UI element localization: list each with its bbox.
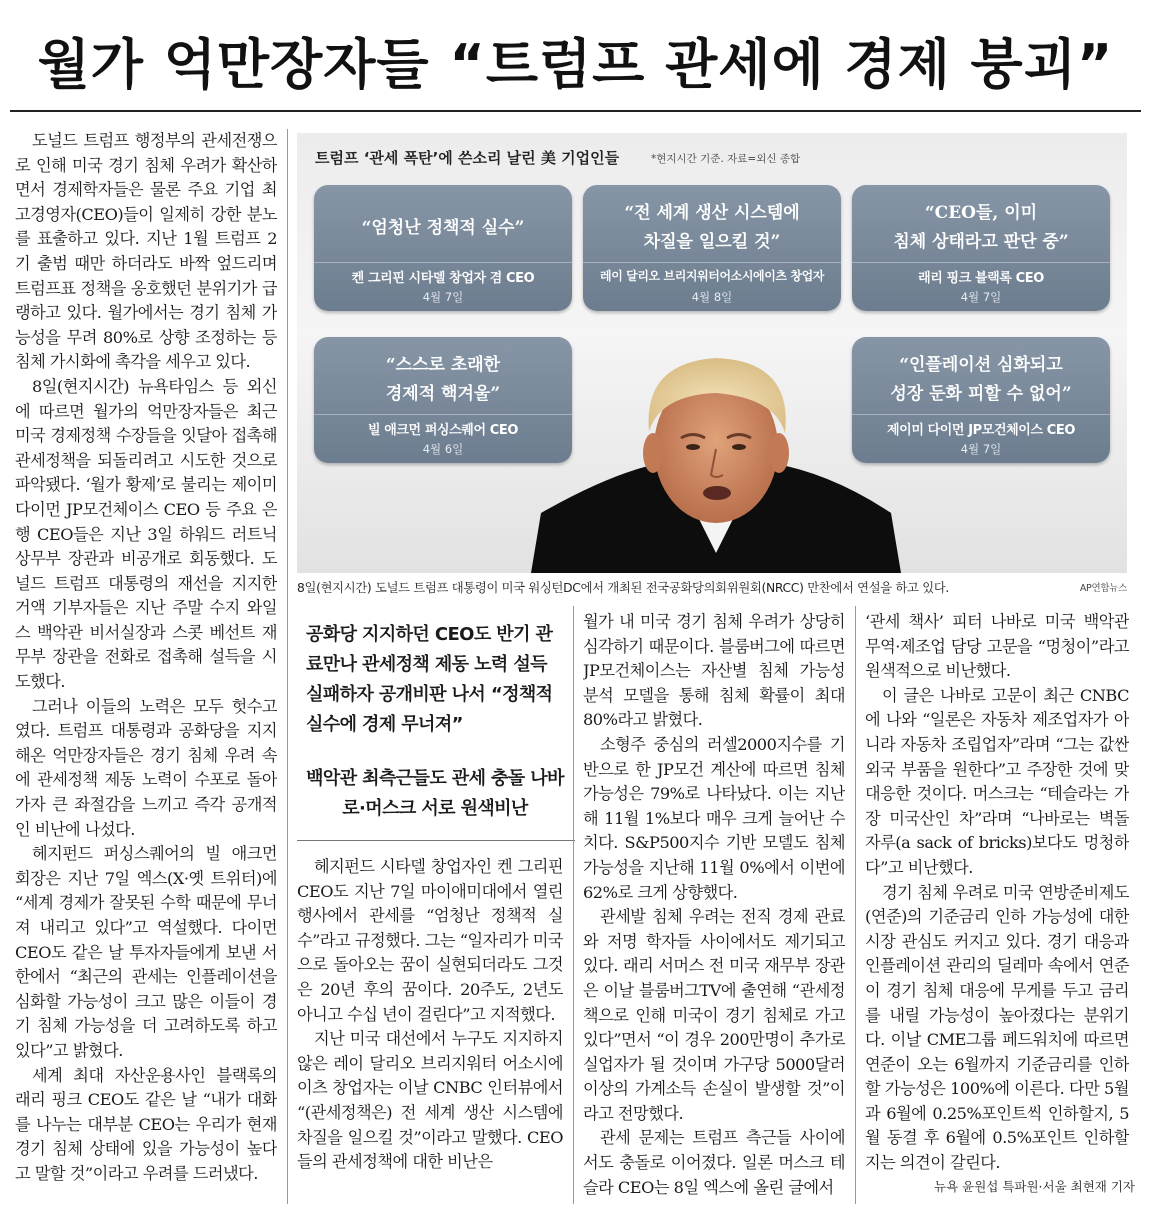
paragraph: 경기 침체 우려로 미국 연방준비제도(연준)의 기준금리 인하 가능성에 대한 시장 관심도 커지고 있다. 경기 대응과 인플레이션 관리의 딜레마 속에서 연준이 경기 침체 대응에 무게를 두고 금리를 내릴 가능성이 높아졌다는 분위기다. 이날 CME그룹 페드워치에 따르면 연준이 오는 6월까지 기준금리를 인하할 가능성은 100%에 이른다. 다만 5월과 6월에 0.25%포인트씩 인하할지, 5월 동결 후 6월에 0.5%포인트 인하할지는 의견이 갈린다. [865,882,1129,1172]
quote-text: “엄청난 정책적 실수” [361,217,525,238]
quote-text: “인플레이션 심화되고 성장 둔화 피할 수 없어” [890,355,1072,404]
quote-text: “스스로 초래한 경제적 핵겨울” [385,355,501,404]
quote-card-fink [852,185,1110,311]
paragraph: 지난 미국 대선에서 누구도 지지하지 않은 레이 달리오 브리지워터 어소시에이츠 창업자는 이날 CNBC 인터뷰에서 “(관세정책은) 전 세계 생산 시스템에 차질을 일으킬 것”이라고 말했다. CEO들의 관세정책에 대한 비난은 [297,1029,563,1172]
quote-card-dalio [583,185,841,311]
quote-date: 4월 8일 [691,290,733,304]
infographic-title: 트럼프 ‘관세 폭탄’에 쓴소리 날린 美 기업인들 [315,149,620,167]
quote-text: “전 세계 생산 시스템에 차질을 일으킬 것” [624,203,800,252]
card-divider [583,262,841,263]
paragraph: 월가 내 미국 경기 침체 우려가 상당히 심각하기 때문이다. 블룸버그에 따르면 JP모건체이스는 자산별 침체 가능성 분석 모델을 통해 침체 확률이 최대 80%라고 밝혔다. [583,612,845,730]
body-column-3 [583,610,845,1204]
quote-card-griffin [314,185,572,311]
body-column-2 [297,855,563,1204]
headline-rule [10,110,1141,112]
deck-rule [297,840,575,841]
body-column-1 [15,129,277,1204]
paragraph: 8일(현지시간) 뉴욕타임스 등 외신에 따르면 월가의 억만장자들은 최근 미국 경제정책 수장들을 잇달아 접촉해 관세정책을 되돌리려고 시도한 것으로 파악됐다. ‘월가 황제’로 불리는 제이미 다이먼 JP모건체이스 CEO 등 주요 은행 CEO들은 지난 3일 하워드 러트닉 상무부 장관과 비공개로 회동했다. 도널드 트럼프 대통령의 재선을 지지한 거액 기부자들은 지난 주말 수지 와일스 백악관 비서실장과 스콧 베선트 재무부 장관을 전화로 접촉해 설득을 시도했다. [15,376,277,692]
quote-speaker: 래리 핑크 블랙록 CEO [918,271,1044,286]
quote-speaker: 레이 달리오 브리지워터어소시에이츠 창업자 [600,269,824,283]
paragraph: 소형주 중심의 러셀2000지수를 기반으로 한 JP모건 계산에 따르면 침체 가능성은 79%로 나타났다. 이는 지난해 11월 1%보다 매우 크게 늘어난 수치다. S&P500지수 기반 모델도 침체 가능성을 지난해 11월 0%에서 이번에 62%로 크게 상향했다. [583,734,845,902]
byline: 뉴욕 윤원섭 특파원·서울 최현재 기자 [934,1179,1135,1194]
column-divider [287,129,288,1204]
card-divider [852,262,1110,263]
speaker-photo [531,343,901,573]
paragraph: 관세 문제는 트럼프 측근들 사이에서도 충돌로 이어졌다. 일론 머스크 테슬라 CEO는 8일 엑스에 올린 글에서 [583,1128,845,1197]
paragraph: 도널드 트럼프 행정부의 관세전쟁으로 인해 미국 경기 침체 우려가 확산하면서 경제학자들은 물론 주요 기업 최고경영자(CEO)들이 일제히 강한 분노를 표출하고 있다. 지난 1월 트럼프 2기 출범 때만 하더라도 바짝 엎드리며 트럼프표 정책을 옹호했던 분위기가 급랭하고 있다. 월가에서는 경기 침체 가능성을 무려 80%로 상향 조정하는 등 침체 가시화에 촉각을 세우고 있다. [15,131,277,372]
column-divider [855,606,856,1204]
caption-text: 8일(현지시간) 도널드 트럼프 대통령이 미국 워싱턴DC에서 개최된 전국공화당의회위원회(NRCC) 만찬에서 연설을 하고 있다. [297,581,950,595]
deck-main: 공화당 지지하던 CEO도 반기 관료만나 관세정책 제동 노력 설득 실패하자 공개비판 나서 “정책적 실수에 경제 무너져” [306,624,553,735]
quote-date: 4월 7일 [960,290,1002,304]
column-divider [573,606,574,1204]
deck [306,620,564,824]
headline: 월가 억만장자들 “트럼프 관세에 경제 붕괴” [37,33,1114,96]
infographic-source-note: *현지시간 기준. 자료=외신 종합 [651,153,801,165]
paragraph: ‘관세 책사’ 피터 나바로 미국 백악관 무역·제조업 담당 고문을 “멍청이”라고 원색적으로 비난했다. [865,612,1129,681]
card-divider [314,262,572,263]
paragraph: 그러나 이들의 노력은 모두 헛수고였다. 트럼프 대통령과 공화당을 지지해온 억만장자들은 경기 침체 우려 속에 관세정책 제동 노력이 수포로 돌아가자 큰 좌절감을 느끼고 즉각 공개적인 비난에 나섰다. [15,696,277,839]
infographic [297,133,1127,573]
paragraph: 세계 최대 자산운용사인 블랙록의 래리 핑크 CEO도 같은 날 “내가 대화를 나누는 대부분 CEO는 우리가 현재 경기 침체 상태에 있을 가능성이 높다고 말할 것”이라고 우려를 드러냈다. [15,1065,277,1183]
paragraph: 이 글은 나바로 고문이 최근 CNBC에 나와 “일론은 자동차 제조업자가 아니라 자동차 조립업자”라며 “그는 값싼 외국 부품을 원한다”고 주장한 것에 맞대응한 것이다. 머스크는 “테슬라는 가장 미국산인 차”라며 “나바로는 벽돌 자루(a sack of bricks)보다도 멍청하다”고 비난했다. [865,685,1129,877]
quote-speaker: 제이미 다이먼 JP모건체이스 CEO [887,423,1075,438]
deck-sub: 백악관 최측근들도 관세 충돌 나바로·머스크 서로 원색비난 [306,768,564,819]
photo-credit: AP연합뉴스 [1079,583,1127,594]
quote-date: 4월 7일 [422,290,464,304]
paragraph: 관세발 침체 우려는 전직 경제 관료와 저명 학자들 사이에서도 제기되고 있다. 래리 서머스 전 미국 재무부 장관은 이날 블룸버그TV에 출연해 “관세정책으로 인해 미국이 경기 침체로 가고 있다”면서 “이 경우 200만명이 추가로 실업자가 될 것이며 가구당 5000달러 이상의 가계소득 손실이 발생할 것”이라고 전망했다. [583,907,845,1123]
quote-date: 4월 7일 [960,442,1002,456]
paragraph: 헤지펀드 퍼싱스퀘어의 빌 애크먼 회장은 지난 7일 엑스(X·옛 트위터)에 “세계 경제가 잘못된 수학 때문에 무너져 내리고 있다”고 역설했다. 다이먼 CEO도 같은 날 투자자들에게 보낸 서한에서 “최근의 관세는 인플레이션을 심화할 가능성이 크고 많은 이들이 경기 침체 가능성을 더 고려하도록 하고 있다”고 밝혔다. [15,844,277,1060]
photo-caption [297,578,1127,596]
paragraph: 헤지펀드 시타델 창업자인 켄 그리핀 CEO도 지난 7일 마이애미대에서 열린 행사에서 관세를 “엄청난 정책적 실수”라고 규정했다. 그는 “일자리가 미국으로 돌아오는 꿈이 실현되더라도 그것은 20년 후의 꿈이다. 20주도, 2년도 아니고 수십 년이 걸린다”고 지적했다. [297,857,563,1024]
quote-speaker: 켄 그리핀 시타델 창업자 겸 CEO [351,271,535,286]
body-column-4 [865,610,1129,1172]
quote-speaker: 빌 애크먼 퍼싱스퀘어 CEO [367,423,519,438]
quote-date: 4월 6일 [422,442,464,456]
quote-text: “CEO들, 이미 침체 상태라고 판단 중” [893,203,1069,252]
